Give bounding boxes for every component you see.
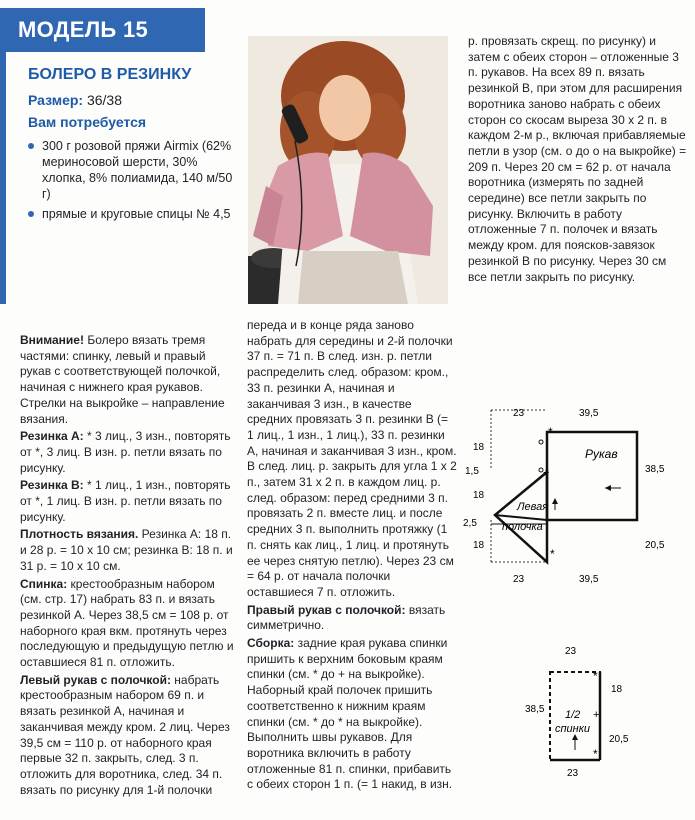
sleeve-schematic xyxy=(455,400,695,590)
paragraph-text: р. провязать скрещ. по рисунку) и затем с обеих сторон – отложенные 3 п. рукавов. На всех 89 п. вязать резинкой В, при этом для расширения воротника заново набрать с обеих сторон со скосам выреза 30 х 2 п. в каждом 2-м р., включая прибавляемые петли в узор (см. о до о на выкройке) = 209 п. Через 20 см = 62 р. от начала воротника (измерять по задней середине) все петли закрыть по рисунку. Включить в работу отложенные 7 п. полочек и вязать между кром. для поясков-завязок резинкой В по рисунку. Через 30 см все петли закрыть по рисунку. xyxy=(468,34,687,284)
model-header: МОДЕЛЬ 15 xyxy=(0,8,205,52)
sleeve-label: Рукав xyxy=(585,447,618,461)
paragraph-heading: Внимание! xyxy=(20,333,84,347)
paragraph-heading: Резинка В: xyxy=(20,478,84,493)
dim-back-top: 23 xyxy=(565,646,577,657)
paragraph xyxy=(20,673,238,799)
svg-text:*: * xyxy=(593,747,598,761)
svg-text:*: * xyxy=(593,669,598,683)
column-3 xyxy=(468,34,688,287)
size-line xyxy=(28,92,235,108)
dim-left-bottom: 18 xyxy=(473,540,485,551)
paragraph xyxy=(20,333,238,427)
paragraph-heading: Левый рукав с полочкой: xyxy=(20,672,171,687)
svg-text:*: * xyxy=(550,547,555,561)
svg-text:+: + xyxy=(593,709,600,721)
model-photo xyxy=(248,36,448,304)
paragraph xyxy=(20,478,238,525)
svg-text:+: + xyxy=(543,467,550,479)
paragraph xyxy=(20,577,238,671)
dim-back-bottom: 23 xyxy=(567,768,579,779)
dim-right-side: 38,5 xyxy=(645,464,665,475)
dim-left-25: 2,5 xyxy=(463,518,477,529)
paragraph-text: * 1 лиц., 1 изн., повторять от *, 1 лиц. В изн. р. петли вязать по рисунку. xyxy=(20,478,231,524)
paragraph-text: набрать крестообразным набором 69 п. и вязать резинкой А, начиная и заканчивая между кром. 2 лиц. Через 39,5 см = 110 р. от наборного края первые 32 п. закрыть, след. 3 п. отложить для воротника, след. 34 п. вязать по рисунку для 1-й полочки xyxy=(20,672,230,797)
column-1 xyxy=(20,333,238,800)
paragraph-heading: Правый рукав с полочкой: xyxy=(247,602,406,617)
dim-back-left: 38,5 xyxy=(525,704,545,715)
back-schematic xyxy=(505,640,695,780)
back-label-line2: спинки xyxy=(555,723,591,735)
paragraph-text: переда и в конце ряда заново набрать для середины и 2-й полочки 37 п. = 71 п. В след. изн. р. петли распределить след. образом: кром., 33 п. резинки А, начиная и заканчивая 3 изн., в качестве средних провязать 3 п. резинки В (= 1 лиц., 1 изн., 1 лиц.), 33 п. резинки А, начиная и заканчивая 3 изн., кром. В след. лиц. р. закрыть для угла 1 х 2 п., затем 31 х 2 п. в каждом лиц. р. след. образом: перед средними 3 п. провязать 2 п. вместе лиц. и после средних 3 п. выполнить протяжку (1 п. снять как лиц., 1 лиц. и протянуть ее через снятую петлю). Через 23 см = 64 р. от начала полочки оставшиеся 7 п. отложить. xyxy=(247,318,457,599)
paragraph-text: вязать симметрично. xyxy=(247,602,446,633)
paragraph xyxy=(20,429,238,476)
svg-text:*: * xyxy=(548,425,553,439)
material-item: прямые и круговые спицы № 4,5 xyxy=(28,206,235,222)
dim-right-bottom: 20,5 xyxy=(645,540,665,551)
dim-top-left: 23 xyxy=(513,408,525,419)
title-box xyxy=(0,52,235,304)
dim-bottom-left: 23 xyxy=(513,574,525,585)
paragraph-heading: Спинка: xyxy=(20,576,68,591)
paragraph-text: задние края рукава спинки пришить к верхним боковым краям спинки (см. * до + на выкройке). Наборный край полочек пришить соответственно к нижним краям спинки (см. * до * на выкройке). Выполнить швы рукавов. Для воротника включить в работу отложенные 81 п. спинки, прибавить с обеих сторон 1 п. (= 1 накид, в изн. xyxy=(247,636,453,792)
dim-back-right-top: 18 xyxy=(611,684,623,695)
paragraph xyxy=(247,318,457,601)
paragraph xyxy=(247,636,457,793)
dim-left-mid: 18 xyxy=(473,490,485,501)
paragraph xyxy=(247,603,457,634)
front-label-line1: Левая xyxy=(517,501,549,513)
material-item: 300 г розовой пряжи Airmix (62% мериносовой шерсти, 30% хлопка, 8% полиамида, 140 м/50 г) xyxy=(28,138,235,202)
size-label: Размер: xyxy=(28,92,84,108)
paragraph xyxy=(20,527,238,574)
dim-left-top: 18 xyxy=(473,442,485,453)
paragraph-heading: Резинка А: xyxy=(20,429,84,444)
paragraph-heading: Плотность вязания. xyxy=(20,527,139,542)
paragraph-heading: Сборка: xyxy=(247,636,295,651)
back-label-line1: 1/2 xyxy=(565,709,581,721)
paragraph-text: крестообразным набором (см. стр. 17) набрать 83 п. и вязать резинкой А. Через 38,5 см = 108 р. от наборного края вкм. протянуть через последующую и предыдущую петлю и оставшиеся 81 п. отложить. xyxy=(20,576,234,670)
size-value: 36/38 xyxy=(83,92,123,108)
materials-list xyxy=(28,138,235,222)
paragraph-text: Болеро вязать тремя частями: спинку, левый и правый рукав с соответствующей полочкой, начиная с нижнего края рукавов. Стрелки на выкройке – направление вязания. xyxy=(20,333,225,426)
paragraph-text: Резинка А: 18 п. и 28 р. = 10 х 10 см; резинка В: 18 п. и 31 р. = 10 х 10 см. xyxy=(20,527,233,573)
paragraph xyxy=(468,34,688,285)
column-2 xyxy=(247,318,457,795)
dim-bottom-right: 39,5 xyxy=(579,574,599,585)
dim-top-right: 39,5 xyxy=(579,408,599,419)
front-label-line2: полочка xyxy=(502,521,543,533)
dim-back-right-bottom: 20,5 xyxy=(609,734,629,745)
pattern-title: БОЛЕРО В РЕЗИНКУ xyxy=(28,66,192,83)
paragraph-text: * 3 лиц., 3 изн., повторять от *, 3 лиц. В изн. р. петли вязать по рисунку. xyxy=(20,429,231,475)
materials-heading: Вам потребуется xyxy=(28,114,147,130)
dim-left-15: 1,5 xyxy=(465,466,479,477)
